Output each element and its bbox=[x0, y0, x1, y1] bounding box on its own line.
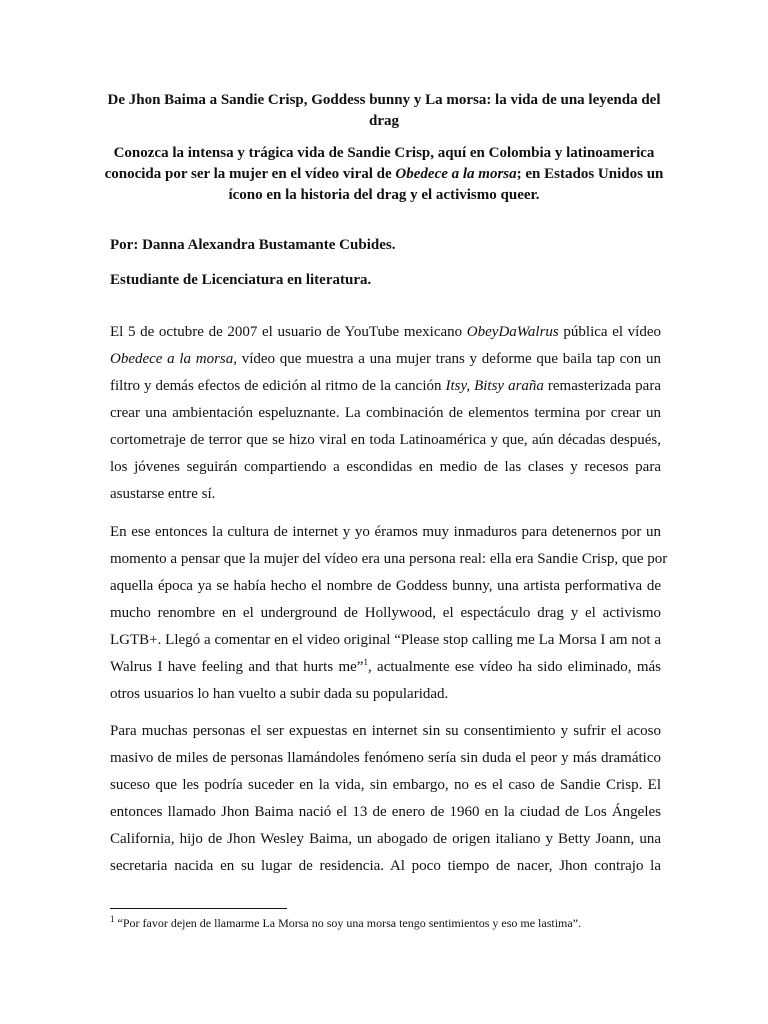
subtitle-italic-title: Obedece a la morsa bbox=[395, 166, 517, 182]
video-title: Obedece a la morsa bbox=[110, 351, 234, 367]
footnote-reference[interactable]: 1 bbox=[363, 657, 368, 667]
article-title: De Jhon Baima a Sandie Crisp, Goddess bunny y La morsa: la vida de una leyenda del drag bbox=[107, 92, 661, 129]
paragraph-2-line: aquella época ya se había hecho el nombre de Goddess bunny, una artista performativa de bbox=[110, 578, 661, 594]
text-run: pública el vídeo bbox=[558, 324, 661, 340]
paragraph-2-line: momento a pensar que la mujer del vídeo era una persona real: ella era Sandie Crisp, que por bbox=[110, 551, 668, 567]
paragraph-1-line bbox=[110, 346, 661, 373]
song-title: Itsy, Bitsy araña bbox=[445, 378, 544, 394]
paragraph-2-line: otros usuarios lo han vuelto a subir dada su popularidad. bbox=[110, 686, 449, 702]
paragraph-1-line: crear una ambientación espeluznante. La combinación de elementos termina por crear un bbox=[110, 405, 661, 421]
paragraph-3-line: Para muchas personas el ser expuestas en internet sin su consentimiento y sufrir el acoso bbox=[110, 723, 661, 739]
paragraph-2 bbox=[110, 519, 668, 708]
paragraph-2-line: En ese entonces la cultura de internet y yo éramos muy inmaduros para detenernos por un bbox=[110, 524, 661, 540]
text-run: Walrus I have feeling and that hurts me” bbox=[110, 659, 364, 675]
footnote-marker: 1 bbox=[110, 914, 115, 924]
footnote-text: “Por favor dejen de llamarme La Morsa no soy una morsa tengo sentimientos y eso me lastima”. bbox=[114, 916, 582, 930]
paragraph-1-line bbox=[110, 319, 661, 346]
paragraph-3-line: suceso que les podría suceder en la vida, sin embargo, no es el caso de Sandie Crisp. El bbox=[110, 777, 661, 793]
paragraph-1 bbox=[110, 319, 661, 508]
paragraph-3-line: masivo de miles de personas llamándoles fenómeno sería sin duda el peor y más dramático bbox=[110, 750, 661, 766]
text-run: , actualmente ese vídeo ha sido eliminado, más bbox=[367, 659, 661, 675]
paragraph-2-line bbox=[110, 654, 661, 681]
paragraph-2-line: mucho renombre en el underground de Hollywood, el espectáculo drag y el activismo bbox=[110, 605, 661, 621]
subtitle-text-1: Conozca la intensa y trágica vida de Sandie Crisp, aquí en Colombia y latinoamerica conocida por ser la mujer en el vídeo viral de bbox=[104, 145, 655, 182]
author-role: Estudiante de Licenciatura en literatura. bbox=[110, 272, 372, 288]
paragraph-1-line bbox=[110, 373, 661, 400]
youtube-username: ObeyDaWalrus bbox=[466, 324, 559, 340]
text-run: , vídeo que muestra a una mujer trans y deforme que baila tap con un bbox=[233, 351, 661, 367]
author-line: Por: Danna Alexandra Bustamante Cubides. bbox=[110, 237, 396, 253]
text-run: remasterizada para bbox=[543, 378, 661, 394]
footnote-divider bbox=[110, 908, 287, 909]
title-block bbox=[96, 90, 672, 206]
paragraph-2-line: LGTB+. Llegó a comentar en el video original “Please stop calling me La Morsa I am not a bbox=[110, 632, 661, 648]
paragraph-3 bbox=[110, 718, 661, 880]
footnote bbox=[110, 915, 670, 931]
paragraph-3-line: entonces llamado Jhon Baima nació el 13 de enero de 1960 en la ciudad de Los Ángeles bbox=[110, 804, 661, 820]
paragraph-3-line: California, hijo de Jhon Wesley Baima, un abogado de origen italiano y Betty Joann, una bbox=[110, 831, 661, 847]
subtitle-text-2: ; en Estados Unidos un ícono en la historia del drag y el activismo queer. bbox=[228, 166, 664, 203]
text-run: filtro y demás efectos de edición al ritmo de la canción bbox=[110, 378, 446, 394]
paragraph-1-line: asustarse entre sí. bbox=[110, 486, 216, 502]
text-run: El 5 de octubre de 2007 el usuario de YouTube mexicano bbox=[110, 324, 467, 340]
article-subtitle bbox=[96, 143, 672, 206]
paragraph-1-line: cortometraje de terror que se hizo viral en toda Latinoamérica y que, aún décadas después, bbox=[110, 432, 661, 448]
paragraph-1-line: los jóvenes seguirán compartiendo a escondidas en medio de las clases y recesos para bbox=[110, 459, 661, 475]
paragraph-3-line: secretaria nacida en su lugar de residencia. Al poco tiempo de nacer, Jhon contrajo la bbox=[110, 858, 661, 874]
